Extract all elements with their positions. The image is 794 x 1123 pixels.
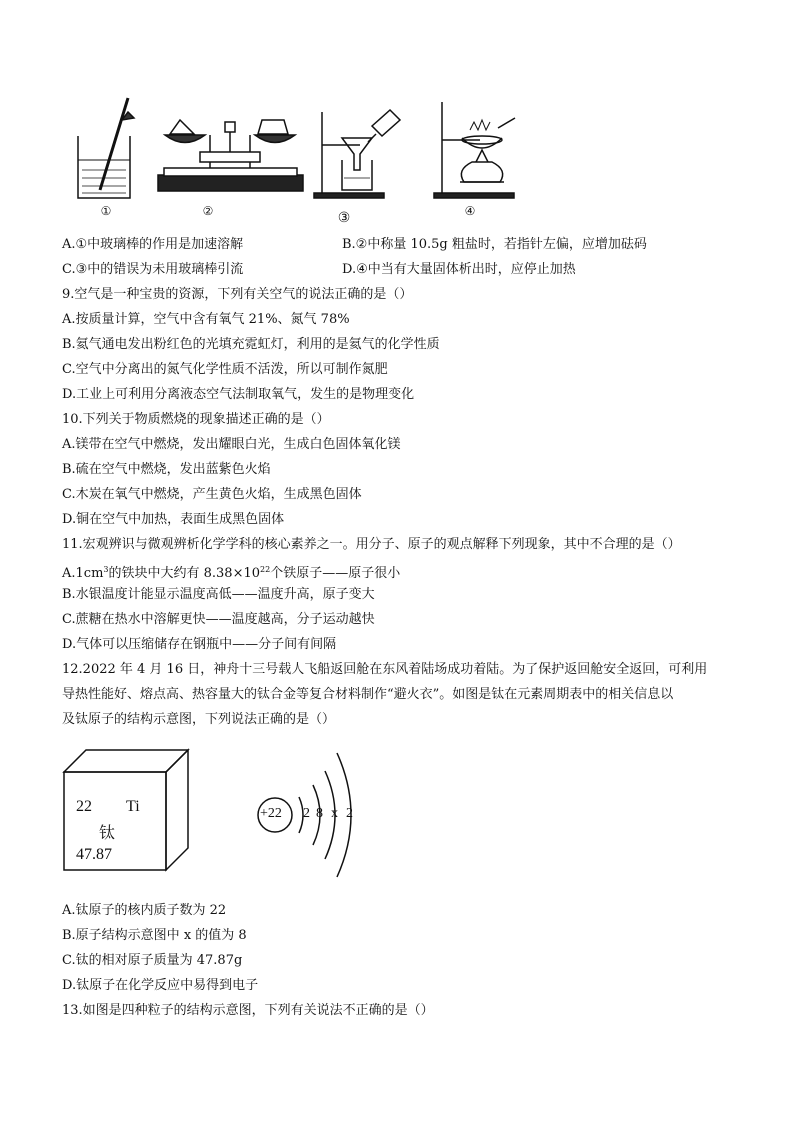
balance-scale-drawing	[158, 120, 303, 191]
q11-a-sup-cube: 3	[103, 565, 109, 574]
q12-option-c: C.钛的相对原子质量为 47.87g	[62, 953, 243, 968]
q11-a-mid: 的铁块中大约有 8.38×10	[108, 566, 261, 581]
q12-stem-line-1: 12.2022 年 4 月 16 日，神舟十三号载人飞船返回舱在东风着陆场成功着陆。为了保护返回舱安全返回，可利用	[62, 662, 708, 677]
q8-option-d: D.④中当有大量固体析出时，应停止加热	[342, 262, 576, 277]
beaker-with-rod-drawing	[78, 98, 134, 198]
q12-option-a: A.钛原子的核内质子数为 22	[62, 903, 227, 918]
figure-label-3: ③	[337, 210, 351, 226]
q10-option-c: C.木炭在氧气中燃烧，产生黄色火焰，生成黑色固体	[62, 487, 362, 502]
evaporation-setup-drawing	[434, 102, 515, 198]
atom-nucleus-charge: +22	[260, 806, 282, 821]
atomic-mass: 47.87	[76, 846, 112, 863]
q8-option-c: C.③中的错误为未用玻璃棒引流	[62, 262, 244, 277]
q12-option-d: D.钛原子在化学反应中易得到电子	[62, 978, 259, 993]
q11-stem: 11.宏观辨识与微观辨析化学学科的核心素养之一。用分子、原子的观点解释下列现象，其中不合理的是（）	[62, 537, 681, 552]
element-name: 钛	[99, 823, 116, 842]
q12-stem-line-2: 导热性能好、熔点高、热容量大的钛合金等复合材料制作“避火衣”。如图是钛在元素周期表中的相关信息以	[62, 687, 674, 702]
q11-a-pre: A.1cm	[62, 566, 104, 581]
q11-a-sup-exp: 22	[260, 565, 271, 574]
q11-option-d: D.气体可以压缩储存在钢瓶中——分子间有间隔	[62, 637, 337, 652]
figure-label-4: ④	[464, 204, 476, 218]
titanium-element-card	[64, 772, 172, 876]
atomic-number: 22	[76, 798, 92, 815]
q9-option-b: B.氦气通电发出粉红色的光填充霓虹灯，利用的是氦气的化学性质	[62, 337, 440, 352]
atom-shell-4: 2	[346, 806, 353, 821]
q10-option-d: D.铜在空气中加热，表面生成黑色固体	[62, 512, 285, 527]
figure-label-1: ①	[100, 204, 112, 218]
q11-option-a	[62, 561, 400, 583]
q12-stem-line-3: 及钛原子的结构示意图，下列说法正确的是（）	[62, 712, 336, 727]
q11-option-b: B.水银温度计能显示温度高低——温度升高，原子变大	[62, 587, 375, 602]
q10-option-b: B.硫在空气中燃烧，发出蓝紫色火焰	[62, 462, 271, 477]
q9-option-c: C.空气中分离出的氮气化学性质不活泼，所以可制作氮肥	[62, 362, 388, 377]
q10-option-a: A.镁带在空气中燃烧，发出耀眼白光，生成白色固体氧化镁	[62, 437, 401, 452]
q12-option-b: B.原子结构示意图中 x 的值为 8	[62, 928, 247, 943]
q8-option-a: A.①中玻璃棒的作用是加速溶解	[62, 237, 244, 252]
q10-stem: 10.下列关于物质燃烧的现象描述正确的是（）	[62, 412, 330, 427]
element-symbol: Ti	[126, 798, 140, 815]
filtration-setup-drawing	[314, 110, 400, 198]
q9-option-a: A.按质量计算，空气中含有氧气 21%、氮气 78%	[62, 312, 350, 327]
figure-label-2: ②	[202, 204, 214, 218]
q9-stem: 9.空气是一种宝贵的资源，下列有关空气的说法正确的是（）	[62, 287, 413, 302]
q11-option-c: C.蔗糖在热水中溶解更快——温度越高，分子运动越快	[62, 612, 375, 627]
q11-a-post: 个铁原子——原子很小	[270, 566, 401, 581]
q13-stem: 13.如图是四种粒子的结构示意图，下列有关说法不正确的是（）	[62, 1003, 434, 1018]
atom-shell-1: 2	[303, 806, 310, 821]
q8-option-b: B.②中称量 10.5g 粗盐时，若指针左偏，应增加砝码	[342, 237, 647, 252]
atom-shell-3: x	[331, 806, 338, 821]
atom-shell-2: 8	[316, 806, 323, 821]
q9-option-d: D.工业上可利用分离液态空气法制取氧气，发生的是物理变化	[62, 387, 415, 402]
